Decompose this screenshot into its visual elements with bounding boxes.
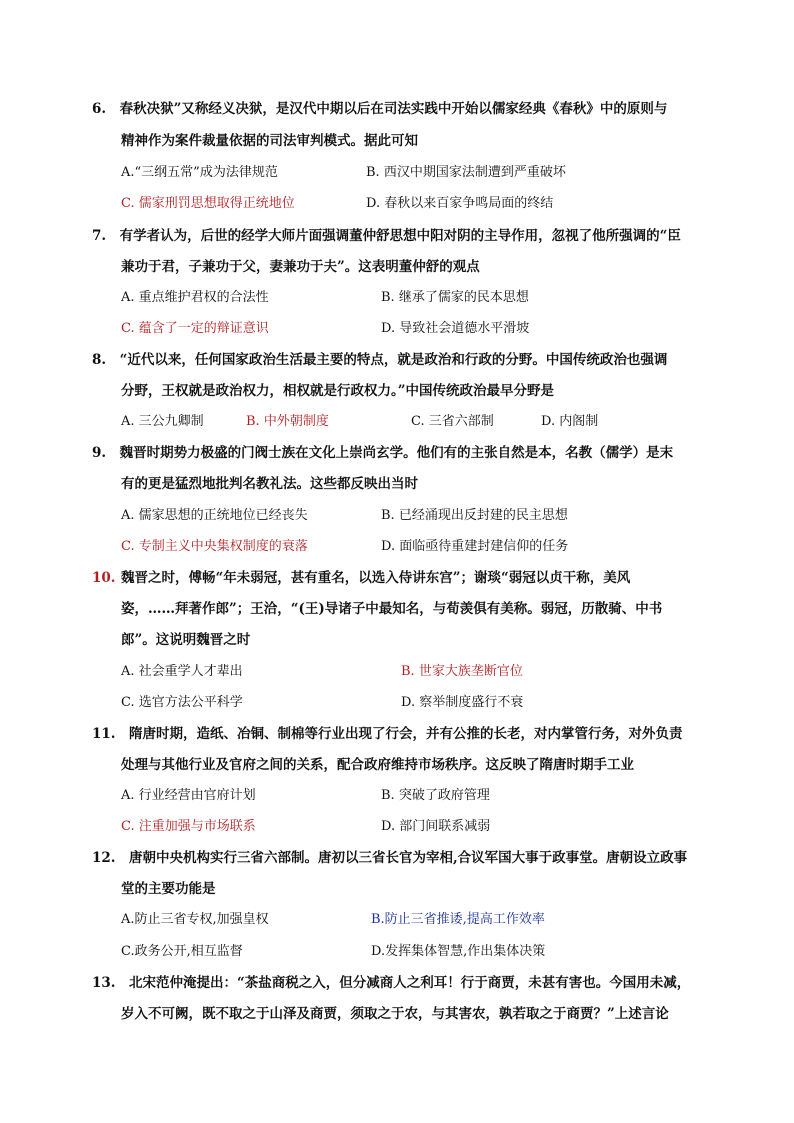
question-8-option-c: C. 三省六部制 <box>411 414 494 429</box>
question-9-option-a: A. 儒家思想的正统地位已经丧失 <box>121 508 308 523</box>
question-13-stem-line-1: 13. 北宋范仲淹提出：“茶盐商税之入，但分减商人之利耳！行于商贾，未甚有害也。今国用未减， <box>92 975 691 991</box>
question-8-option-a: A. 三公九卿制 <box>121 414 204 429</box>
question-11-stem-line-2: 处理与其他行业及官府之间的关系，配合政府维持市场秩序。这反映了隋唐时期手工业 <box>121 757 634 773</box>
question-6-stem-line-1: 6. 春秋决狱”又称经义决狱，是汉代中期以后在司法实践中开始以儒家经典《春秋》中的原则与 <box>92 101 668 117</box>
question-13-stem-line-2: 岁入不可阙，既不取之于山泽及商贾，须取之于农，与其害农，孰若取之于商贾？”上述言论 <box>121 1006 669 1022</box>
question-7-stem-line-2: 兼功于君，子兼功于父，妻兼功于夫”。这表明董仲舒的观点 <box>121 259 480 275</box>
question-8-option-d: D. 内阁制 <box>541 414 599 429</box>
question-8-stem-line-2: 分野，王权就是政治权力，相权就是行政权力。”中国传统政治最早分野是 <box>121 383 555 399</box>
question-11-stem-line-1: 11. 隋唐时期，造纸、冶铜、制棉等行业出现了行会，并有公推的长老，对内掌管行务，对外负责 <box>92 726 683 742</box>
question-11-option-a: A. 行业经营由官府计划 <box>121 788 256 803</box>
question-6-option-b: B. 西汉中期国家法制遭到严重破坏 <box>366 165 566 180</box>
question-6-option-c: C. 儒家刑罚思想取得正统地位 <box>121 196 295 211</box>
question-10-stem-line-3: 郎”。这说明魏晋之时 <box>121 632 251 648</box>
question-9-option-d: D. 面临亟待重建封建信仰的任务 <box>381 539 569 554</box>
question-9-stem-line-1: 9. 魏晋时期势力极盛的门阀士族在文化上崇尚玄学。他们有的主张自然是本，名教（儒学）是末 <box>92 445 674 461</box>
question-12-stem-line-2: 堂的主要功能是 <box>121 881 216 897</box>
question-7-option-a: A. 重点维护君权的合法性 <box>121 290 269 305</box>
question-10-option-c: C. 选官方法公平科学 <box>121 695 243 710</box>
question-12-option-b: B.防止三省推诿,提高工作效率 <box>371 912 545 927</box>
question-10-option-d: D. 察举制度盛行不衰 <box>401 695 524 710</box>
question-7-option-b: B. 继承了儒家的民本思想 <box>381 290 529 305</box>
question-11-option-b: B. 突破了政府管理 <box>381 788 490 803</box>
question-7-option-d: D. 导致社会道德水平滑坡 <box>381 321 530 336</box>
question-10-number: 10. <box>92 570 116 586</box>
question-10-stem-line-2: 姿，……拜著作郎”；王洽，“(王)导诸子中最知名，与荀羡俱有美称。弱冠，历散骑、中书 <box>121 601 663 617</box>
question-6-option-d: D. 春秋以来百家争鸣局面的终结 <box>366 196 554 211</box>
question-12-option-d: D.发挥集体智慧,作出集体决策 <box>371 944 546 959</box>
question-8-stem-line-1: 8. “近代以来，任何国家政治生活最主要的特点，就是政治和行政的分野。中国传统政治也强调 <box>92 352 668 368</box>
question-8-option-b: B. 中外朝制度 <box>246 414 329 429</box>
question-11-option-c: C. 注重加强与市场联系 <box>121 819 256 834</box>
question-9-stem-line-2: 有的更是猛烈地批判名教礼法。这些都反映出当时 <box>121 476 418 492</box>
question-9-option-c: C. 专制主义中央集权制度的衰落 <box>121 539 308 554</box>
question-6-option-a: A.“三纲五常”成为法律规范 <box>121 165 278 180</box>
question-10-stem-line-1: 魏晋之时，傅畅“年未弱冠，甚有重名，以选入侍讲东宫”；谢琰“弱冠以贞干称，美风 <box>121 570 631 586</box>
question-12-option-c: C.政务公开,相互监督 <box>121 944 243 959</box>
question-9-option-b: B. 已经涌现出反封建的民主思想 <box>381 508 568 523</box>
question-12-option-a: A.防止三省专权,加强皇权 <box>121 912 269 927</box>
question-6-stem-line-2: 精神作为案件裁量依据的司法审判模式。据此可知 <box>121 133 418 149</box>
question-7-option-c: C. 蕴含了一定的辩证意识 <box>121 321 269 336</box>
question-10-option-a: A. 社会重学人才辈出 <box>121 664 243 679</box>
question-7-stem-line-1: 7. 有学者认为，后世的经学大师片面强调董仲舒思想中阳对阴的主导作用，忽视了他所强调的“臣 <box>92 228 681 244</box>
question-10-option-b: B. 世家大族垄断官位 <box>401 664 523 679</box>
question-12-stem-line-1: 12. 唐朝中央机构实行三省六部制。唐初以三省长官为宰相,合议军国大事于政事堂。唐朝设立政事 <box>92 850 688 866</box>
question-11-option-d: D. 部门间联系减弱 <box>381 819 491 834</box>
